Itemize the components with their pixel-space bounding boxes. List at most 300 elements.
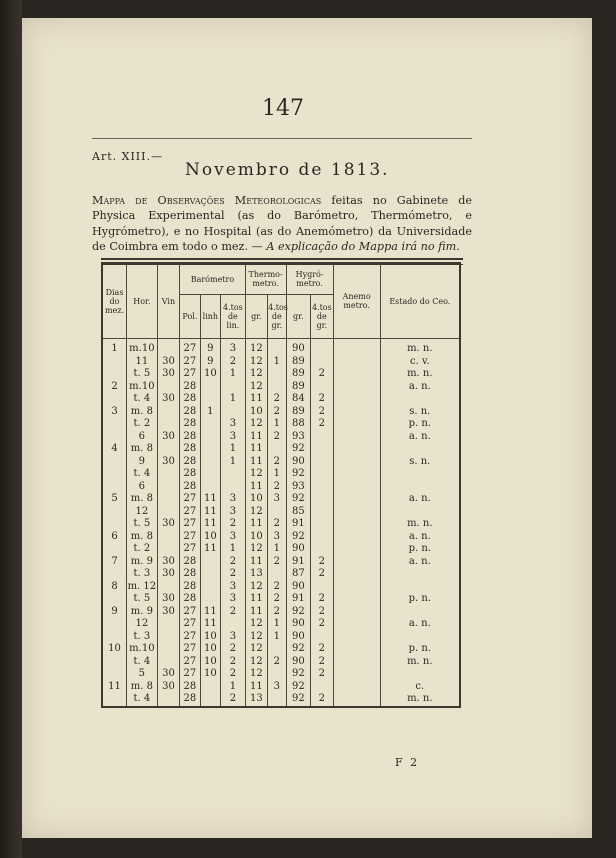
header-hygrometro: Hygró-metro.	[286, 263, 333, 295]
cell-estado	[380, 606, 460, 619]
cell-vin: 30	[157, 393, 179, 406]
cell-th-gr: 12	[245, 581, 267, 594]
cell-th-dec: 1	[268, 543, 286, 556]
cell-vin: 30	[157, 356, 179, 369]
cell-estado: a. n.	[380, 531, 460, 544]
cell-hora: 9	[127, 456, 158, 469]
cell-anemometro	[333, 443, 380, 456]
cell-estado: a. n.	[380, 556, 460, 569]
table-row	[102, 368, 460, 381]
cell-pol: 28	[180, 556, 200, 569]
cell-dec-lin: 3	[221, 339, 246, 356]
cell-hy-gr: 90	[286, 618, 311, 631]
cell-th-gr: 11	[245, 456, 267, 469]
cell-hora: m. 8	[127, 406, 158, 419]
cell-th-gr: 12	[245, 339, 267, 356]
cell-hora: m. 8	[127, 493, 158, 506]
cell-hy-gr: 90	[286, 543, 311, 556]
cell-hy-dec: 2	[311, 606, 334, 619]
cell-anemometro	[333, 581, 380, 594]
cell-th-dec	[268, 693, 286, 707]
header-anemometro: Anemo metro.	[333, 263, 380, 339]
cell-th-dec	[268, 643, 286, 656]
header-dias: Dias do mez.	[102, 263, 127, 339]
cell-estado: p. n.	[380, 543, 460, 556]
table-row	[102, 618, 460, 631]
cell-vin: 30	[157, 456, 179, 469]
cell-pol: 27	[180, 631, 200, 644]
cell-th-dec: 2	[268, 556, 286, 569]
cell-hy-gr: 93	[286, 481, 311, 494]
table-row	[102, 681, 460, 694]
cell-anemometro	[333, 656, 380, 669]
cell-anemometro	[333, 693, 380, 707]
cell-th-dec: 2	[268, 593, 286, 606]
cell-dec-lin: 2	[221, 556, 246, 569]
cell-pol: 27	[180, 531, 200, 544]
cell-th-gr: 12	[245, 543, 267, 556]
cell-vin: 30	[157, 568, 179, 581]
cell-th-dec: 2	[268, 656, 286, 669]
cell-linh	[200, 468, 220, 481]
cell-vin	[157, 443, 179, 456]
table-header	[102, 263, 460, 339]
cell-vin	[157, 581, 179, 594]
cell-dia	[102, 693, 127, 707]
cell-dec-lin: 2	[221, 643, 246, 656]
cell-linh: 11	[200, 493, 220, 506]
table-row	[102, 381, 460, 394]
cell-linh	[200, 681, 220, 694]
cell-th-dec: 1	[268, 356, 286, 369]
cell-hy-gr: 88	[286, 418, 311, 431]
cell-linh: 10	[200, 643, 220, 656]
cell-th-dec: 3	[268, 493, 286, 506]
cell-hy-gr: 89	[286, 356, 311, 369]
cell-th-gr: 10	[245, 493, 267, 506]
cell-th-dec: 2	[268, 581, 286, 594]
cell-vin	[157, 381, 179, 394]
cell-dia: 3	[102, 406, 127, 419]
header-hy-gr: gr.	[286, 295, 311, 339]
cell-th-dec: 2	[268, 606, 286, 619]
header-thermometro: Thermo-metro.	[245, 263, 286, 295]
cell-th-dec: 1	[268, 631, 286, 644]
cell-linh: 10	[200, 668, 220, 681]
cell-estado	[380, 468, 460, 481]
cell-th-dec	[268, 668, 286, 681]
cell-hy-dec: 2	[311, 618, 334, 631]
table-row	[102, 468, 460, 481]
table-row	[102, 643, 460, 656]
cell-hy-gr: 91	[286, 593, 311, 606]
cell-estado: a. n.	[380, 431, 460, 444]
cell-anemometro	[333, 568, 380, 581]
cell-anemometro	[333, 556, 380, 569]
cell-linh: 11	[200, 543, 220, 556]
cell-estado	[380, 581, 460, 594]
cell-hy-dec	[311, 531, 334, 544]
cell-th-gr: 12	[245, 643, 267, 656]
cell-th-gr: 11	[245, 481, 267, 494]
table-row	[102, 631, 460, 644]
cell-hy-gr: 92	[286, 468, 311, 481]
cell-hy-dec: 2	[311, 656, 334, 669]
cell-vin	[157, 493, 179, 506]
table-row	[102, 531, 460, 544]
cell-hora: 6	[127, 481, 158, 494]
cell-linh: 11	[200, 606, 220, 619]
cell-hy-dec	[311, 581, 334, 594]
cell-dec-lin: 2	[221, 568, 246, 581]
cell-hy-dec	[311, 506, 334, 519]
cell-dia: 1	[102, 339, 127, 356]
cell-dec-lin: 2	[221, 518, 246, 531]
cell-dia	[102, 668, 127, 681]
cell-dec-lin: 3	[221, 631, 246, 644]
table-row	[102, 456, 460, 469]
table-row	[102, 693, 460, 707]
cell-vin: 30	[157, 431, 179, 444]
cell-hy-gr: 92	[286, 693, 311, 707]
cell-estado: a. n.	[380, 493, 460, 506]
cell-hy-dec	[311, 631, 334, 644]
cell-th-gr: 11	[245, 593, 267, 606]
cell-dia: 8	[102, 581, 127, 594]
cell-estado	[380, 393, 460, 406]
cell-anemometro	[333, 681, 380, 694]
cell-hora: t. 4	[127, 656, 158, 669]
cell-hy-gr: 85	[286, 506, 311, 519]
table-row	[102, 593, 460, 606]
table-row	[102, 506, 460, 519]
cell-linh	[200, 393, 220, 406]
cell-hy-gr: 92	[286, 668, 311, 681]
cell-anemometro	[333, 506, 380, 519]
cell-pol: 28	[180, 381, 200, 394]
cell-hora: 12	[127, 618, 158, 631]
cell-estado: c.	[380, 681, 460, 694]
cell-pol: 27	[180, 493, 200, 506]
cell-dec-lin	[221, 618, 246, 631]
cell-anemometro	[333, 668, 380, 681]
cell-estado: m. n.	[380, 518, 460, 531]
cell-vin: 30	[157, 681, 179, 694]
cell-vin	[157, 468, 179, 481]
cell-hy-gr: 92	[286, 681, 311, 694]
cell-anemometro	[333, 418, 380, 431]
header-hy-dec: 4.tos de gr.	[311, 295, 334, 339]
cell-anemometro	[333, 531, 380, 544]
cell-hora: t. 3	[127, 568, 158, 581]
cell-hora: m. 9	[127, 556, 158, 569]
cell-hy-gr: 90	[286, 339, 311, 356]
cell-hy-dec: 2	[311, 668, 334, 681]
cell-th-dec	[268, 568, 286, 581]
cell-estado: p. n.	[380, 593, 460, 606]
cell-pol: 28	[180, 568, 200, 581]
cell-vin: 30	[157, 518, 179, 531]
cell-hy-dec: 2	[311, 393, 334, 406]
page-title: Novembro de 1813.	[185, 160, 390, 180]
cell-th-gr: 12	[245, 618, 267, 631]
description-lead: Mappa de Observações Meteorologicas	[92, 194, 322, 207]
cell-dia	[102, 518, 127, 531]
cell-th-gr: 11	[245, 431, 267, 444]
cell-vin	[157, 643, 179, 656]
cell-estado: c. v.	[380, 356, 460, 369]
cell-hora: m.10	[127, 643, 158, 656]
cell-hy-dec: 2	[311, 693, 334, 707]
cell-dia: 10	[102, 643, 127, 656]
cell-hy-dec: 2	[311, 406, 334, 419]
cell-hora: m. 8	[127, 443, 158, 456]
cell-dia	[102, 631, 127, 644]
cell-hora: t. 5	[127, 518, 158, 531]
table-row	[102, 493, 460, 506]
table-row	[102, 568, 460, 581]
cell-linh: 10	[200, 656, 220, 669]
observations-table	[101, 262, 461, 708]
cell-linh: 11	[200, 506, 220, 519]
cell-estado	[380, 568, 460, 581]
table-row	[102, 481, 460, 494]
cell-anemometro	[333, 368, 380, 381]
cell-dec-lin: 2	[221, 668, 246, 681]
cell-hy-dec	[311, 481, 334, 494]
cell-dec-lin: 2	[221, 656, 246, 669]
table-row	[102, 443, 460, 456]
cell-linh	[200, 693, 220, 707]
cell-dec-lin: 2	[221, 693, 246, 707]
cell-dec-lin: 3	[221, 431, 246, 444]
cell-dec-lin: 3	[221, 593, 246, 606]
cell-th-dec: 1	[268, 618, 286, 631]
cell-anemometro	[333, 431, 380, 444]
header-rule	[92, 138, 472, 139]
table-row	[102, 431, 460, 444]
cell-th-gr: 12	[245, 506, 267, 519]
cell-hy-dec	[311, 356, 334, 369]
header-linh: linh	[200, 295, 220, 339]
cell-dia	[102, 356, 127, 369]
cell-hy-gr: 90	[286, 656, 311, 669]
cell-hy-gr: 91	[286, 518, 311, 531]
cell-hora: t. 3	[127, 631, 158, 644]
cell-linh	[200, 481, 220, 494]
cell-dec-lin: 3	[221, 581, 246, 594]
cell-linh	[200, 581, 220, 594]
cell-hora: m. 9	[127, 606, 158, 619]
cell-dia	[102, 568, 127, 581]
cell-hy-gr: 91	[286, 556, 311, 569]
cell-th-dec: 2	[268, 393, 286, 406]
cell-th-dec: 3	[268, 531, 286, 544]
cell-vin	[157, 418, 179, 431]
cell-th-gr: 12	[245, 631, 267, 644]
cell-th-dec: 1	[268, 468, 286, 481]
cell-pol: 28	[180, 581, 200, 594]
cell-pol: 28	[180, 393, 200, 406]
cell-estado	[380, 443, 460, 456]
cell-anemometro	[333, 543, 380, 556]
cell-hy-gr: 93	[286, 431, 311, 444]
cell-th-dec: 2	[268, 518, 286, 531]
cell-dia: 11	[102, 681, 127, 694]
cell-th-dec	[268, 506, 286, 519]
cell-hy-dec: 2	[311, 556, 334, 569]
cell-hy-dec: 2	[311, 593, 334, 606]
cell-anemometro	[333, 631, 380, 644]
cell-dia: 2	[102, 381, 127, 394]
header-dec-lin: 4.tos de lin.	[221, 295, 246, 339]
cell-vin	[157, 406, 179, 419]
cell-th-dec: 1	[268, 418, 286, 431]
cell-hora: m. 12	[127, 580, 157, 592]
cell-anemometro	[333, 518, 380, 531]
cell-hora: m.10	[127, 381, 158, 394]
cell-dia	[102, 656, 127, 669]
cell-pol: 28	[180, 481, 200, 494]
cell-hora: t. 5	[127, 368, 158, 381]
cell-anemometro	[333, 339, 380, 356]
cell-estado	[380, 631, 460, 644]
cell-hy-dec	[311, 431, 334, 444]
cell-th-gr: 11	[245, 606, 267, 619]
cell-dia: 5	[102, 493, 127, 506]
cell-dia	[102, 593, 127, 606]
cell-hy-gr: 84	[286, 393, 311, 406]
cell-estado: a. n.	[380, 381, 460, 394]
cell-dia: 6	[102, 531, 127, 544]
cell-th-dec	[268, 339, 286, 356]
cell-hy-gr: 89	[286, 406, 311, 419]
cell-hora: t. 2	[127, 418, 158, 431]
table-row	[102, 656, 460, 669]
cell-hy-dec	[311, 443, 334, 456]
cell-vin	[157, 506, 179, 519]
cell-dia	[102, 618, 127, 631]
cell-th-gr: 13	[245, 693, 267, 707]
cell-vin	[157, 339, 179, 356]
table-row	[102, 606, 460, 619]
cell-th-gr: 11	[245, 443, 267, 456]
cell-hy-gr: 92	[286, 531, 311, 544]
cell-anemometro	[333, 393, 380, 406]
cell-th-dec	[268, 443, 286, 456]
cell-th-gr: 11	[245, 393, 267, 406]
cell-anemometro	[333, 406, 380, 419]
cell-vin	[157, 618, 179, 631]
cell-linh	[200, 568, 220, 581]
cell-pol: 27	[180, 506, 200, 519]
cell-pol: 27	[180, 356, 200, 369]
cell-linh: 11	[200, 618, 220, 631]
cell-hy-gr: 92	[286, 443, 311, 456]
cell-dia	[102, 431, 127, 444]
header-hor: Hor.	[127, 263, 158, 339]
cell-estado: m. n.	[380, 693, 460, 707]
cell-dec-lin: 3	[221, 418, 246, 431]
article-label: Art. XIII.—	[92, 150, 163, 163]
cell-vin	[157, 481, 179, 494]
cell-hora: m. 8	[127, 531, 158, 544]
table-row	[102, 668, 460, 681]
table-body	[102, 339, 460, 707]
cell-hora: m. 8	[127, 681, 158, 694]
header-estado: Estado do Ceo.	[380, 263, 460, 339]
table-row	[102, 518, 460, 531]
table-row	[102, 556, 460, 569]
cell-linh	[200, 456, 220, 469]
cell-hy-dec	[311, 468, 334, 481]
cell-linh: 10	[200, 368, 220, 381]
cell-estado: m. n.	[380, 368, 460, 381]
cell-dia: 9	[102, 606, 127, 619]
cell-vin	[157, 543, 179, 556]
cell-linh	[200, 593, 220, 606]
cell-anemometro	[333, 618, 380, 631]
cell-th-gr: 12	[245, 668, 267, 681]
cell-th-gr: 10	[245, 406, 267, 419]
cell-estado: s. n.	[380, 456, 460, 469]
cell-linh: 9	[200, 356, 220, 369]
cell-dec-lin: 1	[221, 443, 246, 456]
description-body: feitas no Gabinete de Physica Experimental (as do Barómetro, Thermómetro, e Hygrómetro), e no Hospital (as do Anemómetro) da Universidade de Coimbra em todo o mez. —	[92, 194, 473, 253]
cell-th-gr: 12	[245, 418, 267, 431]
cell-dec-lin: 2	[221, 606, 246, 619]
cell-dia: 4	[102, 443, 127, 456]
cell-anemometro	[333, 481, 380, 494]
cell-vin	[157, 531, 179, 544]
header-pol: Pol.	[180, 295, 200, 339]
cell-hy-dec	[311, 339, 334, 356]
cell-dec-lin: 3	[221, 506, 246, 519]
cell-hy-gr: 92	[286, 493, 311, 506]
cell-hy-dec: 2	[311, 368, 334, 381]
cell-hora: 12	[127, 506, 158, 519]
cell-hora: 6	[127, 431, 158, 444]
cell-th-gr: 11	[245, 556, 267, 569]
cell-dec-lin: 2	[221, 356, 246, 369]
cell-pol: 28	[180, 468, 200, 481]
cell-anemometro	[333, 643, 380, 656]
cell-hy-gr: 89	[286, 368, 311, 381]
cell-th-dec: 2	[268, 431, 286, 444]
cell-dia: 7	[102, 556, 127, 569]
cell-vin	[157, 631, 179, 644]
cell-dec-lin: 1	[221, 456, 246, 469]
cell-th-gr: 12	[245, 381, 267, 394]
cell-dec-lin	[221, 381, 246, 394]
table-row	[102, 581, 460, 594]
cell-hora: t. 4	[127, 468, 158, 481]
cell-dia	[102, 506, 127, 519]
cell-pol: 28	[180, 406, 200, 419]
cell-hy-dec	[311, 493, 334, 506]
cell-pol: 28	[180, 681, 200, 694]
cell-hora: t. 4	[127, 393, 158, 406]
cell-th-gr: 12	[245, 656, 267, 669]
cell-pol: 27	[180, 543, 200, 556]
cell-pol: 28	[180, 593, 200, 606]
cell-hy-dec	[311, 681, 334, 694]
cell-pol: 27	[180, 643, 200, 656]
cell-hy-gr: 90	[286, 456, 311, 469]
description-italic: A explicação do Mappa irá no fim.	[266, 239, 460, 253]
page-number: 147	[262, 96, 304, 121]
cell-hora: t. 2	[127, 543, 158, 556]
